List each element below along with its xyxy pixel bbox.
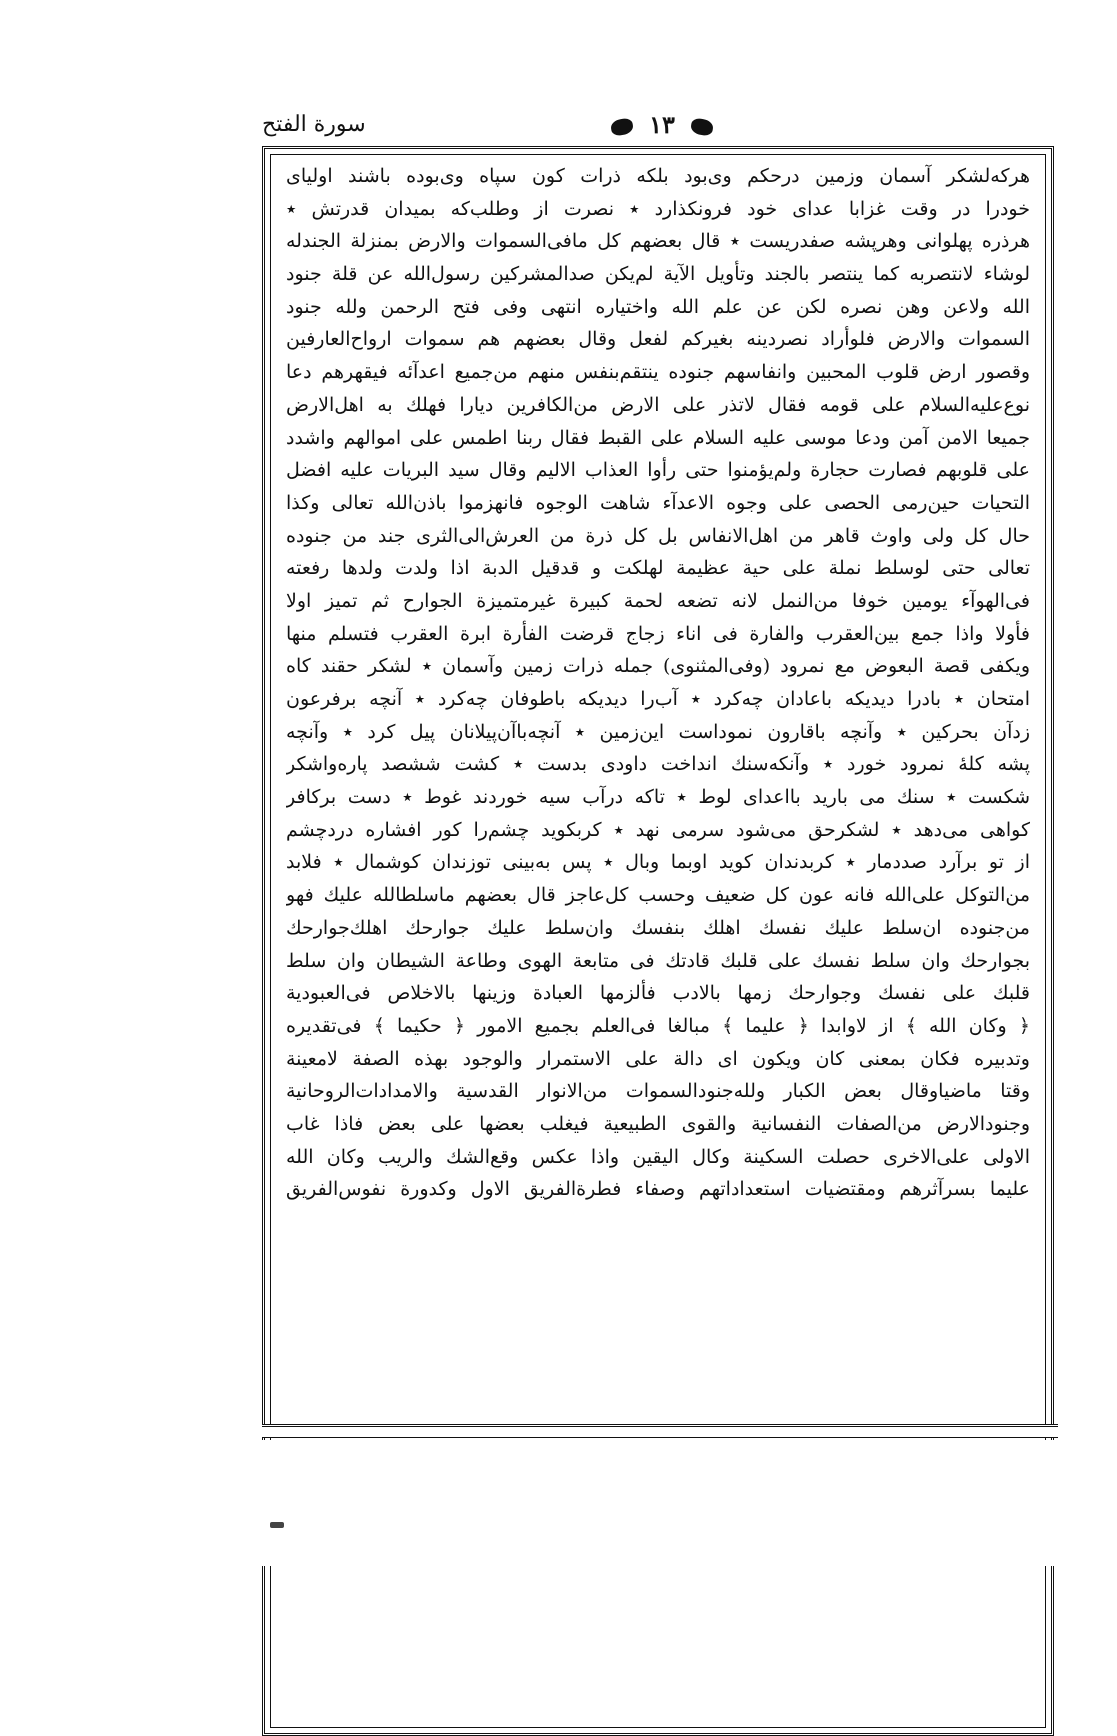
text-line: ويكفى قصة البعوض مع نمرود (وفى‌المثنوى) جمله ذرات زمين وآسمان ٭ لشكر حقند كاه <box>286 655 1030 678</box>
text-line: تعالى حتى لوسلط نملة على حية عظيمة لهلكت و قدقيل الدبة اذا ولدت ولدها رفعته <box>286 557 1030 580</box>
text-line: وقتا ماضياوقال بعض الكبار ولله‌جنودالسموات من‌الانوار القدسية والامدادات‌الروحانية <box>286 1080 1030 1103</box>
text-line: قلبك على نفسك وجوارحك زمها بالادب فألزمها العبادة وزينها بالاخلاص فى‌العبودية <box>286 982 1030 1005</box>
left-ornament-icon <box>610 117 634 136</box>
text-line: على قلوبهم فصارت حجارة ولم‌يؤمنوا حتى رأوا العذاب الاليم وقال سيد البريات عليه افضل <box>286 459 1030 482</box>
text-line: بجوارحك وان سلط نفسك على قلبك قادتك فى متابعة الهوى وطاعة الشيطان وان سلط <box>286 949 1030 972</box>
right-ornament-icon <box>690 117 714 136</box>
text-line: ﴿ وكان الله ﴾ از لاوابدا ﴿ عليما ﴾ مبالغا فى‌العلم بجميع الامور ﴿ حكيما ﴾ فى‌تقديره <box>286 1014 1030 1037</box>
text-line: من‌جنوده ان‌سلط عليك نفسك اهلك بنفسك وان‌سلط عليك جوارحك اهلك‌جوارحك <box>286 916 1030 939</box>
lower-margin <box>250 1440 1070 1566</box>
text-line: جميعا الامن آمن ودعا موسى عليه السلام على القبط فقال ربنا اطمس على اموالهم واشدد <box>286 426 1030 449</box>
page-number-block <box>592 110 732 139</box>
text-line: زدآن بحركين ٭ وآنچه باقارون نموداست اين‌زمين ٭ آنچه‌باآن‌پيلانان پيل كرد ٭ وآنچه <box>286 720 1030 743</box>
body-text <box>286 160 1030 1206</box>
chapter-title: سورة الفتح <box>262 112 366 137</box>
text-line: نوع‌عليه‌السلام على قومه فقال لاتذر على الارض من‌الكافرين ديارا فهلك به اهل‌الارض <box>286 393 1030 416</box>
text-line: فى‌الهوآء يومين خوفا من‌النمل لانه تضعه لحمة كبيرة غيرمتميزة الجوارح ثم تميز اولا <box>286 589 1030 612</box>
text-frame-bottom-rule <box>262 1424 1058 1438</box>
printer-mark <box>270 1522 284 1528</box>
text-line: كواهى مى‌دهد ٭ لشكرحق مى‌شود سرمى نهد ٭ كربكويد چشم‌را كور افشاره دردچشم <box>286 818 1030 841</box>
text-line: امتحان ٭ بادرا ديديكه باعادان چه‌كرد ٭ آب‌را ديديكه باطوفان چه‌كرد ٭ آنچه برفرعون <box>286 688 1030 710</box>
text-line: وجنود‌الارض من‌الصفات النفسانية والقوى الطبيعية فيغلب بعضها على بعض فاذا غاب <box>286 1112 1030 1135</box>
text-line: هركه‌لشكر آسمان وزمين درحكم وى‌بود بلكه ذرات كون سپاه وى‌بوده باشند اولياى <box>286 165 1030 187</box>
text-line: شكست ٭ سنك مى باريد بااعداى لوط ٭ تاكه درآب سيه خوردند غوط ٭ دست بركافر <box>286 786 1030 809</box>
text-line: پشه كلهٔ نمرود خورد ٭ وآنكه‌سنك انداخت داودى بدست ٭ كشت ششصد پاره‌واشكر <box>286 753 1030 776</box>
text-line: السموات والارض فلوأراد نصردينه بغيركم لفعل وقال بعضهم هم سموات ارواح‌العارفين <box>286 328 1030 351</box>
text-line: لوشاء لانتصربه كما ينتصر بالجند وتأويل الآية لم‌يكن صدالمشركين رسول‌الله عن قلة جنود <box>286 263 1030 286</box>
text-line: هرذره پهلوانى وهرپشه صفدريست ٭ قال بعضهم كل مافى‌السموات والارض بمنزلة الجندله <box>286 230 1030 253</box>
text-line: فأولا واذا جمع بين‌العقرب والفارة فى اناء زجاج قرضت الفأرة ابرة العقرب فتسلم منها <box>286 622 1030 645</box>
text-line: الاولى على‌الاخرى حصلت السكينة وكال اليقين واذا عكس وقع‌الشك والريب وكان الله <box>286 1145 1030 1168</box>
text-line: الله ولاعن وهن نصره لكن عن علم الله واختياره انتهى وفى فتح الرحمن ولله جنود <box>286 295 1030 318</box>
text-line: عليما بسرآثرهم ومقتضيات استعداداتهم وصفاء فطرةالفريق الاول وكدورة نفوس‌الفريق <box>286 1178 1030 1201</box>
text-line: وقصور ارض قلوب المحبين وانفاسهم جنوده ينتقم‌بنفس منهم من‌جميع اعدآئه فيقهرهم دعا <box>286 361 1030 384</box>
text-line: التحيات حين‌رمى الحصى على وجوه الاعدآء شاهت الوجوه فانهزموا باذن‌الله تعالى وكذا <box>286 491 1030 514</box>
text-line: حال كل ولى واوث قاهر من اهل‌الانفاس بل كل ذرة من العرش‌الى‌الثرى جند من جنوده <box>286 524 1030 547</box>
text-line: وتدبيره فكان بمعنى كان ويكون اى دالة على الاستمرار والوجود بهذه الصفة لامعينة <box>286 1047 1030 1070</box>
text-line: خودرا در وقت غزابا عداى خود فرونكذارد ٭ نصرت از وطلب‌كه بميدان قدرتش ٭ <box>286 197 1030 220</box>
page-number: ١٣ <box>649 110 675 139</box>
text-line: من‌التوكل على‌الله فانه عون كل ضعيف وحسب كل‌عاجز قال بعضهم ماسلطالله عليك فهو <box>286 884 1030 907</box>
page-header <box>262 108 1060 144</box>
text-line: از تو برآرد صددمار ٭ كربدندان كويد اوبما وبال ٭ پس به‌بينى توزندان كوشمال ٭ فلابد <box>286 851 1030 874</box>
